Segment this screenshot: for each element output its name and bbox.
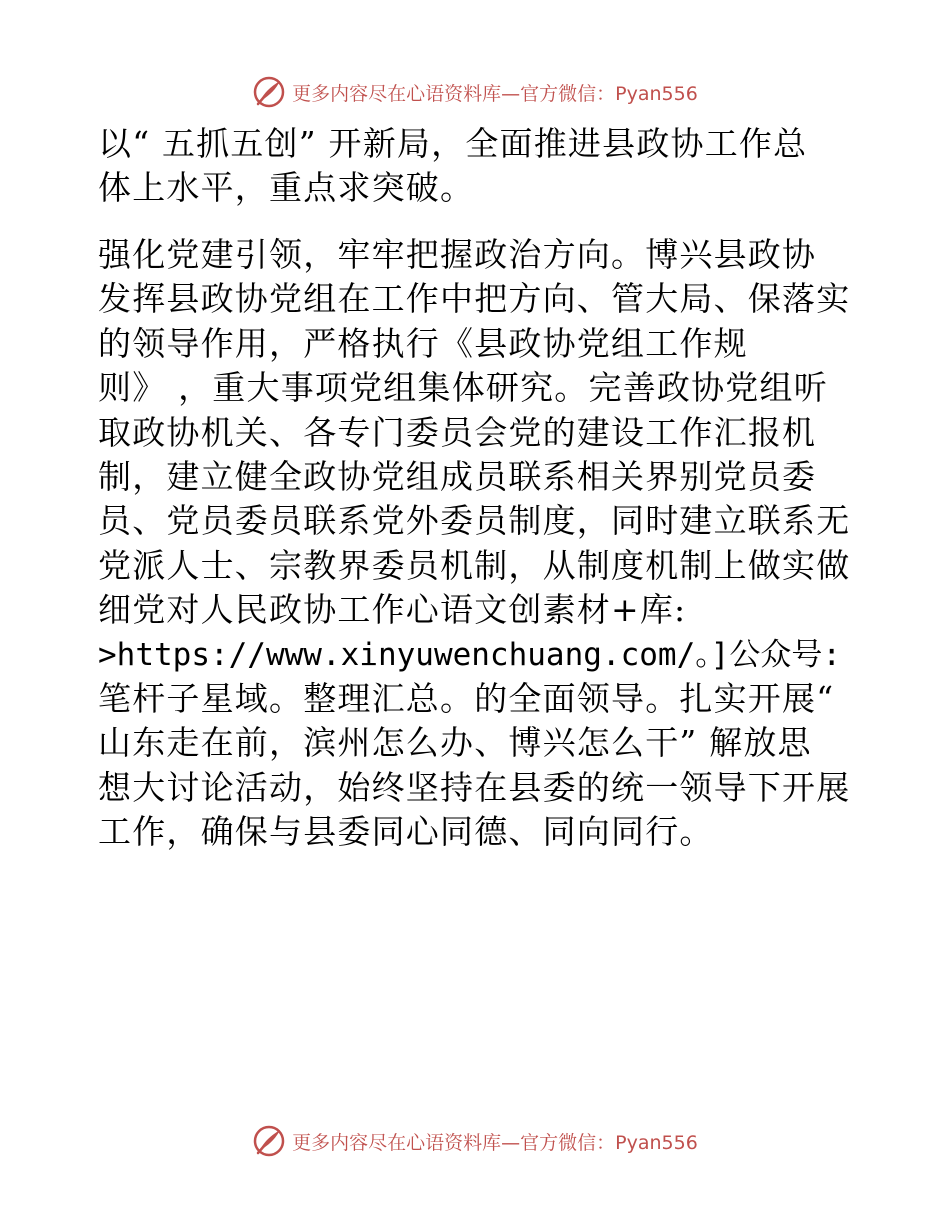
url-line: >https://www.xinyuwenchuang.com/。]公众号: (98, 636, 842, 673)
text-line: 发挥县政协党组在工作中把方向、管大局、保落实 (98, 279, 851, 319)
text-line: 笔杆子星域。整理汇总。的全面领导。扎实开展“ (98, 678, 835, 718)
watermark-text: 更多内容尽在心语资料库—官方微信：Pyan556 (292, 1131, 698, 1154)
text-line: 以“ 五抓五创” 开新局，全面推进县政协工作总 (98, 124, 808, 163)
quill-pen-logo-icon (252, 75, 286, 109)
quill-pen-logo-icon (252, 1124, 286, 1158)
text-line: 则》 ，重大事项党组集体研究。完善政协党组听 (98, 368, 828, 408)
paragraph-2 (98, 233, 858, 854)
text-line: 强化党建引领，牢牢把握政治方向。博兴县政协 (98, 235, 817, 274)
text-line: 细党对人民政协工作心语文创素材+库: (98, 590, 687, 630)
text-line: 体上水平，重点求突破。 (98, 168, 475, 207)
watermark-text: 更多内容尽在心语资料库—官方微信：Pyan556 (292, 82, 698, 105)
text-line: 员、党员委员联系党外委员制度，同时建立联系无 (98, 501, 851, 541)
header-watermark (0, 72, 950, 112)
text-line: 想大讨论活动，始终坚持在县委的统一领导下开展 (98, 767, 851, 807)
text-line: 山东走在前，滨州怎么办、博兴怎么干” 解放思 (98, 723, 812, 763)
paragraph-1 (98, 122, 858, 210)
document-body (98, 122, 858, 854)
text-line: 取政协机关、各专门委员会党的建设工作汇报机 (98, 412, 817, 452)
text-line: 党派人士、宗教界委员机制，从制度机制上做实做 (98, 545, 851, 585)
text-line: 的领导作用，严格执行《县政协党组工作规 (98, 323, 748, 363)
text-line: 制，建立健全政协党组成员联系相关界别党员委 (98, 456, 817, 496)
text-line: 工作，确保与县委同心同德、同向同行。 (98, 812, 714, 852)
footer-watermark (0, 1121, 950, 1161)
